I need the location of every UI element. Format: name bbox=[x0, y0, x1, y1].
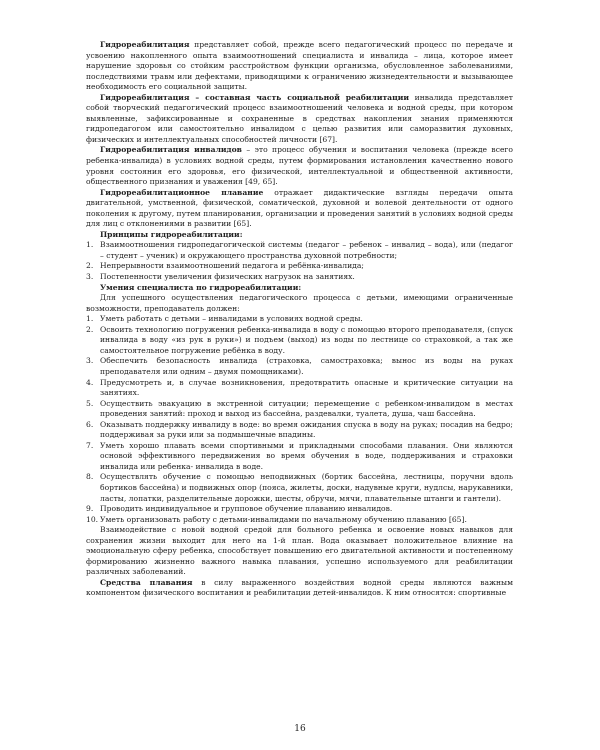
list-number: 8. bbox=[86, 472, 94, 482]
list-text: Взаимоотношения гидропедагогической системы (педагог – ребенок – инвалид – вода), или (педагог – студент – ученик) и окружающего пространства духовной потребности; bbox=[100, 240, 513, 260]
list-text: Предусмотреть и, в случае возникновения, предотвратить опасные и критические ситуации на занятиях. bbox=[100, 377, 513, 398]
list-item bbox=[86, 240, 513, 261]
list-text: Уметь хорошо плавать всеми спортивными и прикладными способами плавания. Они являются основой эффективного передвижения во время обучения в воде, поддерживания и страховки инвалида или ребенка- инвалида в воде. bbox=[100, 440, 513, 471]
list-item bbox=[86, 356, 513, 377]
term: Гидрореабилитация bbox=[100, 40, 190, 49]
paragraph-text: – это процесс обучения и воспитания человека (прежде всего ребенка-инвалида) в условиях водной среды, путем формирования истановления качественно нового уровня состояния его здоровья, его физической, интеллектуальной и общественной активности, общественного признания и уважения [49, 65]. bbox=[86, 145, 513, 187]
list-text: Уметь работать с детьми – инвалидами в условиях водной среды. bbox=[100, 314, 363, 324]
paragraph bbox=[86, 93, 513, 146]
list-item bbox=[86, 378, 513, 399]
paragraph bbox=[86, 145, 513, 187]
list-text: Осуществить эвакуацию в экстренной ситуации; перемещение с ребенком-инвалидом в местах проведения занятий: проход и выход из бассейна, раздевалки, туалета, душа, чаш бассейна. bbox=[100, 398, 513, 419]
document-body bbox=[86, 40, 513, 599]
list-number: 5. bbox=[86, 398, 94, 408]
principles-list bbox=[86, 240, 513, 282]
list-number: 10. bbox=[86, 514, 99, 524]
skills-list bbox=[86, 314, 513, 525]
list-text: Осуществлять обучение с помощью неподвижных (бортик бассейна, лестницы, поручни вдоль бортиков бассейна) и подвижных опор (пояса, жилеты, доски, надувные круги, нудлсы, нарукавники, ласты, лопатки, разделительные дорожки, шесты, обручи, мячи, плавательные штанги и гантели). bbox=[100, 472, 513, 503]
paragraph bbox=[86, 40, 513, 93]
paragraph bbox=[86, 188, 513, 230]
list-item bbox=[86, 261, 513, 272]
list-text: Оказывать поддержку инвалиду в воде: во время ожидания спуска в воду на руках; посадив на бедро; поддерживая за руки или за подмышечные впадины. bbox=[100, 419, 513, 440]
closing-paragraph: Взаимодействие с новой водной средой для больного ребенка и освоение новых навыков для сохранения жизни выходит для него на 1-й план. Вода оказывает положительное влияние на эмоциональную сферу ребенка, способствует повышению его двигательной активности и постепенному формированию жизненно важного навыка плавания, успешно используемого для реабилитации различных заболеваний. bbox=[86, 525, 513, 577]
list-number: 9. bbox=[86, 504, 94, 514]
term: Гидрореабилитационное плавание bbox=[100, 187, 264, 197]
list-text: Освоить технологию погружения ребенка-инвалида в воду с помощью второго преподавателя, (спуск инвалида в воду «из рук в руки») и подъем (выход) из воды по лестнице со страховкой, а так же самостоятельное погружение ребёнка в воду. bbox=[100, 324, 513, 355]
list-text: Постепенности увеличения физических нагрузок на занятиях. bbox=[100, 272, 355, 282]
list-number: 3. bbox=[86, 356, 94, 366]
skills-heading: Умения специалиста по гидрореабилитации: bbox=[100, 282, 302, 292]
list-item bbox=[86, 314, 513, 325]
paragraph bbox=[86, 578, 513, 599]
list-number: 4. bbox=[86, 377, 94, 387]
list-item bbox=[86, 441, 513, 473]
term: Средства плавания bbox=[100, 577, 193, 587]
term: Гидрореабилитация – составная часть социальной реабилитации bbox=[100, 92, 409, 102]
list-number: 3. bbox=[86, 272, 94, 282]
list-item bbox=[86, 420, 513, 441]
list-item bbox=[86, 399, 513, 420]
list-number: 1. bbox=[86, 240, 94, 250]
paragraph-text: представляет собой, прежде всего педагогический процесс по передаче и усвоению накопленного опыта взаимоотношений специалиста и инвалида – лица, которое имеет нарушение здоровья со стойким расстройством функции организма, обусловленное заболеваниями, последствиями травм или дефектами, приводящими к ограничению жизнедеятельности и вызывающее необходимость его социальной защиты. bbox=[86, 40, 513, 92]
paragraph-text: инвалида представляет собой творческий педагогический процесс взаимоотношений человека и водной среды, при котором выявленные, зафиксированные и сохраненные в средствах накопления знания применяются гидропедагогом или самостоятельно инвалидом с целью развития или саморазвития духовных, физических и интеллектуальных способностей личности [67]. bbox=[86, 92, 514, 144]
list-number: 1. bbox=[86, 314, 94, 324]
list-text: Уметь организовать работу с детьми-инвалидами по начальному обучению плаванию [65]. bbox=[100, 514, 467, 524]
list-text: Проводить индивидуальное и групповое обучение плаванию инвалидов. bbox=[100, 504, 393, 514]
term: Гидрореабилитация инвалидов bbox=[100, 145, 242, 155]
list-number: 6. bbox=[86, 419, 94, 429]
list-text: Обеспечить безопасность инвалида (страховка, самостраховка; вынос из воды на руках преподавателя или одним – двумя помощниками). bbox=[100, 356, 513, 376]
paragraph-text: в силу выраженного воздействия водной среды являются важным компонентом физического воспитания и реабилитации детей-инвалидов. К ним относятся: спортивные bbox=[86, 577, 514, 598]
list-item bbox=[86, 504, 513, 515]
list-number: 7. bbox=[86, 440, 94, 450]
list-number: 2. bbox=[86, 261, 94, 271]
skills-intro: Для успешного осуществления педагогического процесса с детьми, имеющими ограниченные возможности, преподаватель должен: bbox=[86, 293, 513, 313]
principles-heading: Принципы гидрореабилитации: bbox=[100, 229, 243, 239]
list-text: Непрерывности взаимоотношений педагога и ребёнка-инвалида; bbox=[100, 261, 364, 271]
list-number: 2. bbox=[86, 324, 94, 334]
page-number: 16 bbox=[294, 724, 306, 734]
list-item bbox=[86, 515, 513, 526]
list-item bbox=[86, 472, 513, 504]
list-item bbox=[86, 325, 513, 357]
list-item bbox=[86, 272, 513, 283]
paragraph-text: отражает дидактические взгляды передачи опыта двигательной, умственной, физической, соматической, духовной и волевой деятельности от одного поколения к другому, путем планирования, организации и проведения занятий в условиях водной среды для лиц с отклонениями в развитии [65]. bbox=[86, 187, 513, 229]
